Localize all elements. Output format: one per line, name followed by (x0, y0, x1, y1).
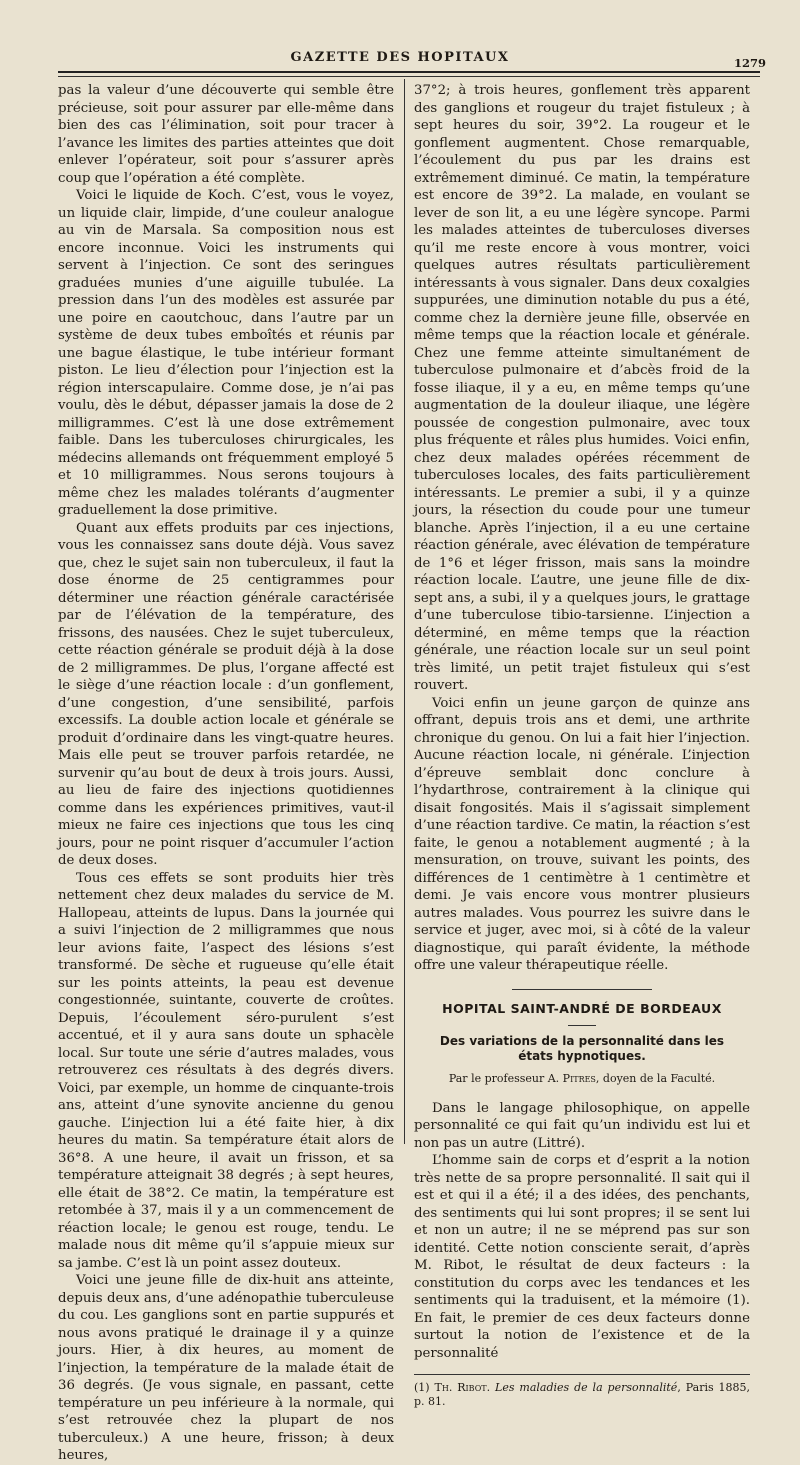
byline-prefix: Par le professeur (448, 1072, 545, 1085)
paragraph: Voici une jeune fille de dix-huit ans atteinte, depuis deux ans, d’une adénopathie tuberculeuse du cou. Les ganglions sont en partie suppurés et nous avons pratiqué le drainage il y a quinze jours. Hier, à dix heures, au moment de l’injection, la température de la malade était de 36 degrés. (Je vous signale, en passant, cette température un peu inférieure à la normale, qui s’est retrouvée chez la plupart de nos tuberculeux.) A une heure, frisson; à deux heures, (58, 1273, 394, 1463)
paragraph: L’homme sain de corps et d’esprit a la notion très nette de sa propre personnalité. Il sait qui il est et qui il a été; il a des idées, des penchants, des sentiments qui lui sont propres; il se sent lui et non un autre; il ne se méprend pas sur son identité. Cette notion consciente serait, d’après M. Ribot, le résultat de deux facteurs : la constitution du corps avec les tendances et les sentiments qui la traduisent, et la mémoire (1). En fait, le premier de ces deux facteurs donne surtout la notion de l’existence et de la personnalité (414, 1153, 750, 1361)
paragraph: Voici le liquide de Koch. C’est, vous le voyez, un liquide clair, limpide, d’une couleur analogue au vin de Marsala. Sa composition nous est encore inconnue. Voici les instruments qui servent à l’injection. Ce sont des seringues graduées munies d’une aiguille tubulée. La pression dans l’un des modèles est assurée par une poire en caoutchouc, dans l’autre par un système de deux tubes emboîtés et réunis par une bague élastique, le tube intérieur formant piston. Le lieu d’élection pour l’injection est la région interscapulaire. Comme dose, je n’ai pas voulu, dès le début, dépasser jamais la dose de 2 milligrammes. C’est là une dose extrêmement faible. Dans les tuberculoses chirurgicales, les médecins allemands ont fréquemment employé 5 et 10 milligrammes. Nous serons toujours à même chez les malades tolérants d’augmenter graduellement la dose primitive. (58, 188, 394, 518)
footnote-rule (414, 1374, 750, 1375)
paragraph: Tous ces effets se sont produits hier très nettement chez deux malades du service de M. Hallopeau, atteints de lupus. Dans la journée qui a suivi l’injection de 2 milligrammes que nous leur avions faite, l’aspect des lésions s’est transformé. De sèche et rugueuse qu’elle était sur les points atteints, la peau est devenue congestionnée, suintante, couverte de croûtes. Depuis, l’écoulement séro-purulent s’est accentué, et il y aura sans doute un sphacèle local. Sur toute une série d’autres malades, vous retrouverez ces résultats à des degrés divers. Voici, par exemple, un homme de cinquante-trois ans, atteint d’une synovite ancienne du genou gauche. L’injection lui a été faite hier, à dix heures du matin. Sa température était alors de 36°8. A une heure, il avait un frisson, et sa température atteignait 38 degrés ; à sept heures, elle était de 38°2. Ce matin, la température est retombée à 37, mais il y a un commencement de réaction locale; le genou est rouge, tendu. Le malade nous dit même qu’il s’appuie mieux sur sa jambe. C’est là un point assez douteux. (58, 870, 394, 1271)
paragraph: 37°2; à trois heures, gonflement très apparent des ganglions et rougeur du trajet fistuleux ; à sept heures du soir, 39°2. La rougeur et le gonflement augmentent. Chose remarquable, l’écoulement du pus par les drains est extrêmement diminué. Ce matin, la température est encore de 39°2. La malade, en voulant se lever de son lit, a eu une légère syncope. Parmi les malades atteintes de tuberculoses diverses qu’il me reste encore à vous montrer, voici quelques autres résultats particulièrement intéressants à vous signaler. Dans deux coxalgies suppurées, une diminution notable du pus a été, comme chez la dernière jeune fille, observée en même temps que la réaction locale et générale. Chez une femme atteinte simultanément de tuberculose pulmonaire et d’abcès froid de la fosse iliaque, il y a eu, en même temps qu’une augmentation de la douleur iliaque, une légère poussée de congestion pulmonaire, avec toux plus fréquente et râles plus humides. Voici enfin, chez deux malades opérées récemment de tuberculoses locales, des faits particulièrement intéressants. Le premier a subi, il y a quinze jours, la résection du coude pour une tumeur blanche. Après l’injection, il a eu une certaine réaction générale, avec élévation de température de 1°6 et léger frisson, mais sans la moindre réaction locale. L’autre, une jeune fille de dix-sept ans, a subi, il y a quelques jours, le grattage d’une tuberculose tibio-tarsienne. L’injection a déterminé, en même temps que la réaction générale, une réaction locale sur un seul point très limité, un petit trajet fistuleux qui s’est rouvert. (414, 83, 750, 693)
footnote-author: Th. Ribot. (434, 1381, 491, 1394)
header-rule-thick (58, 71, 760, 73)
header-rule-thin (58, 76, 760, 77)
article-title: Des variations de la personnalité dans les états hypnotiques. (439, 1034, 725, 1063)
left-column (58, 82, 394, 1465)
paragraph: pas la valeur d’une découverte qui semble être précieuse, soit pour assurer par elle-même dans bien des cas l’élimination, soit pour tracer à l’avance les limites des parties atteintes que doit enlever l’opérateur, soit pour s’assurer après coup que l’opération a été complète. (58, 83, 394, 186)
footnote-title: Les maladies de la personnalité (495, 1381, 678, 1394)
page-number: 1279 (733, 56, 766, 70)
section-divider (512, 989, 652, 990)
byline (414, 1070, 750, 1088)
footnote-rest: , Paris 1885, p. 81. (414, 1381, 751, 1408)
footnote (414, 1381, 750, 1409)
byline-suffix: , doyen de la Faculté. (595, 1072, 716, 1085)
footnote-marker: (1) (414, 1381, 430, 1394)
paragraph: Dans le langage philosophique, on appelle personnalité ce qui fait qu’un individu est lui et non pas un autre (Littré). (414, 1100, 750, 1151)
right-column (414, 82, 750, 1409)
title-rule (568, 1025, 596, 1026)
byline-author: A. Pitres (547, 1072, 596, 1085)
section-title: HOPITAL SAINT-ANDRÉ DE BORDEAUX (442, 1000, 722, 1016)
running-title: GAZETTE DES HOPITAUX (290, 50, 510, 65)
column-divider (404, 79, 405, 1144)
paragraph: Voici enfin un jeune garçon de quinze ans offrant, depuis trois ans et demi, une arthrite chronique du genou. On lui a fait hier l’injection. Aucune réaction locale, ni générale. L’injection d’épreuve semblait donc conclure à l’hydarthrose, contrairement à la clinique qui disait fongosités. Mais il s’agissait simplement d’une réaction tardive. Ce matin, la réaction s’est faite, le genou a notablement augmenté ; à la mensuration, on trouve, suivant les points, des différences de 1 centimètre à 1 centimètre et demi. Je vais encore vous montrer plusieurs autres malades. Vous pourrez les suivre dans le service et juger, avec moi, si à côté de la valeur diagnostique, qui paraît évidente, la méthode offre une valeur thérapeutique réelle. (414, 695, 750, 973)
paragraph: Quant aux effets produits par ces injections, vous les connaissez sans doute déjà. Vous savez que, chez le sujet sain non tuberculeux, il faut la dose énorme de 25 centigrammes pour déterminer une réaction générale caractérisée par de l’élévation de la température, des frissons, des nausées. Chez le sujet tuberculeux, cette réaction générale se produit déjà à la dose de 2 milligrammes. De plus, l’organe affecté est le siège d’une réaction locale : d’un gonflement, d’une congestion, d’une sensibilité, parfois excessifs. La double action locale et générale se produit d’ordinaire dans les vingt-quatre heures. Mais elle peut se trouver parfois retardée, ne survenir qu’au bout de deux à trois jours. Aussi, au lieu de faire des injections quotidiennes comme dans les expériences primitives, vaut-il mieux ne faire ces injections que tous les cinq jours, pour ne point risquer d’accumuler l’action de deux doses. (58, 520, 394, 868)
